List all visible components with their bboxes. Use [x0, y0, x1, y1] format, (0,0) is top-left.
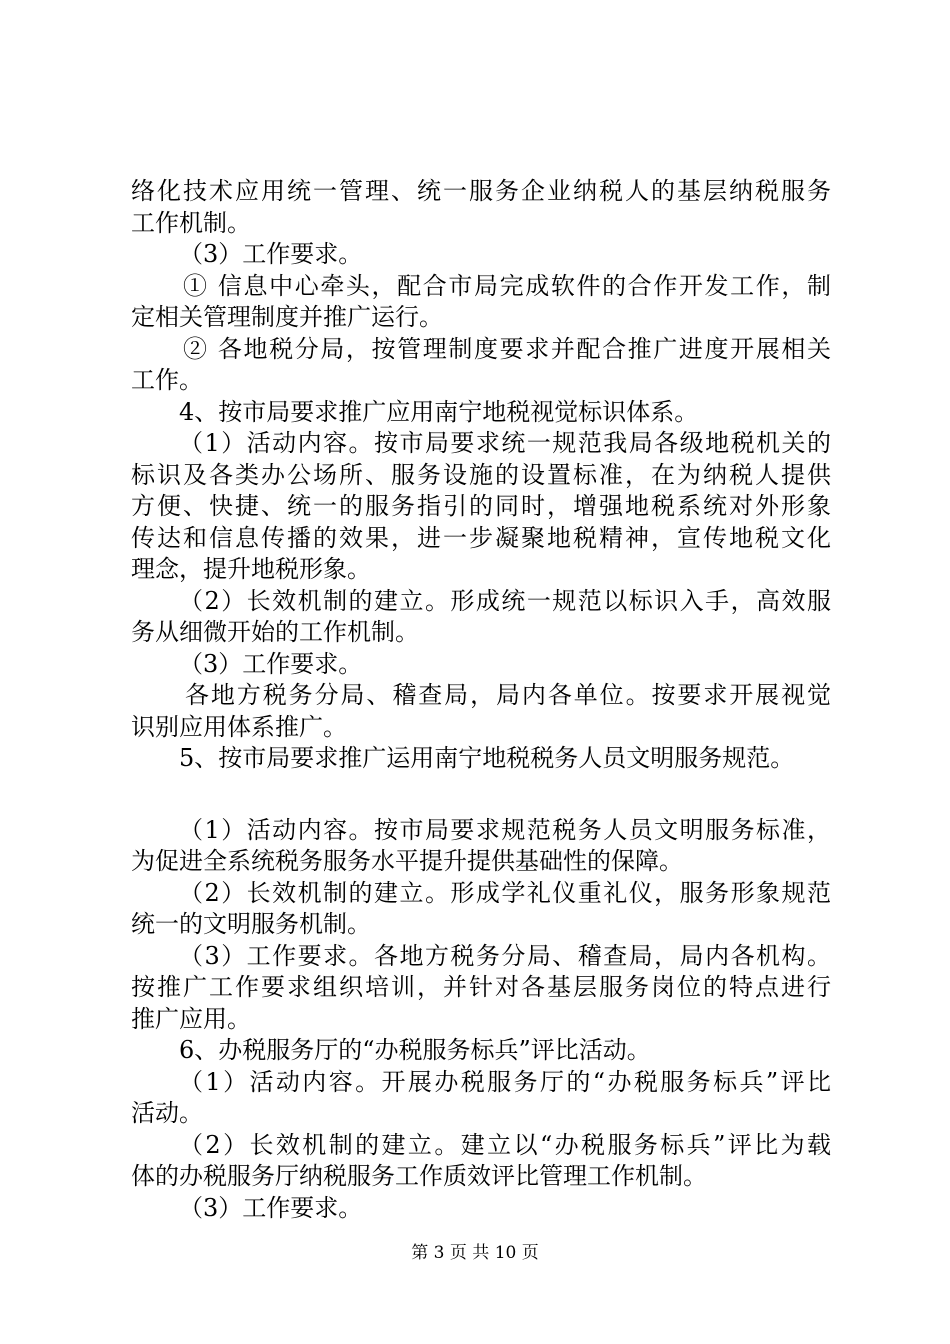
paragraph-line: 体的办税服务厅纳税服务工作质效评比管理工作机制。 — [131, 1162, 707, 1190]
section-heading: （3）工作要求。 — [179, 649, 363, 678]
paragraph-line: 统一的文明服务机制。 — [131, 910, 371, 938]
paragraph-line: （2）长效机制的建立。形成学礼仪重礼仪，服务形象规范 — [179, 878, 831, 907]
section-heading: （3）工作要求。 — [179, 1193, 363, 1222]
paragraph-line: 络化技术应用统一管理、统一服务企业纳税人的基层纳税服务 — [131, 177, 831, 205]
paragraph-line: 为促进全系统税务服务水平提升提供基础性的保障。 — [131, 847, 683, 875]
paragraph-line: 工作。 — [131, 366, 203, 394]
paragraph-line: （3）工作要求。各地方税务分局、稽查局，局内各机构。 — [179, 941, 831, 970]
paragraph-line: 方便、快捷、统一的服务指引的同时，增强地税系统对外形象 — [131, 492, 831, 520]
paragraph-line: （1）活动内容。按市局要求规范税务人员文明服务标准， — [179, 815, 831, 844]
paragraph-line: （1）活动内容。按市局要求统一规范我局各级地税机关的 — [179, 429, 831, 457]
section-heading: （3）工作要求。 — [179, 240, 363, 268]
paragraph-line: ① 信息中心牵头，配合市局完成软件的合作开发工作，制 — [183, 271, 831, 300]
paragraph-line: 识别应用体系推广。 — [131, 712, 347, 741]
paragraph-line: 定相关管理制度并推广运行。 — [131, 303, 443, 331]
paragraph-line: 推广应用。 — [131, 1004, 251, 1033]
paragraph-line: 活动。 — [131, 1099, 203, 1127]
paragraph-line: （2）长效机制的建立。建立以“办税服务标兵”评比为载 — [179, 1130, 831, 1159]
paragraph-line: 各地方税务分局、稽查局，局内各单位。按要求开展视觉 — [185, 681, 831, 709]
section-heading: 4、按市局要求推广应用南宁地税视觉标识体系。 — [179, 397, 699, 426]
section-heading: 5、按市局要求推广运用南宁地税税务人员文明服务规范。 — [179, 744, 795, 772]
paragraph-line: 理念，提升地税形象。 — [131, 555, 371, 583]
paragraph-line: （2）长效机制的建立。形成统一规范以标识入手，高效服 — [179, 586, 831, 615]
document-body — [131, 176, 831, 1224]
blank-gap — [131, 775, 831, 815]
paragraph-line: ② 各地税分局，按管理制度要求并配合推广进度开展相关 — [183, 334, 831, 363]
paragraph-line: 工作机制。 — [131, 208, 251, 237]
paragraph-line: （1）活动内容。开展办税服务厅的“办税服务标兵”评比 — [179, 1067, 831, 1096]
section-heading: 6、办税服务厅的“办税服务标兵”评比活动。 — [179, 1036, 651, 1064]
paragraph-line: 务从细微开始的工作机制。 — [131, 618, 419, 646]
paragraph-line: 传达和信息传播的效果，进一步凝聚地税精神，宣传地税文化 — [131, 523, 831, 552]
paragraph-line: 按推广工作要求组织培训，并针对各基层服务岗位的特点进行 — [131, 973, 831, 1001]
page-footer: 第 3 页 共 10 页 — [411, 1243, 539, 1263]
paragraph-line: 标识及各类办公场所、服务设施的设置标准，在为纳税人提供 — [131, 460, 831, 489]
